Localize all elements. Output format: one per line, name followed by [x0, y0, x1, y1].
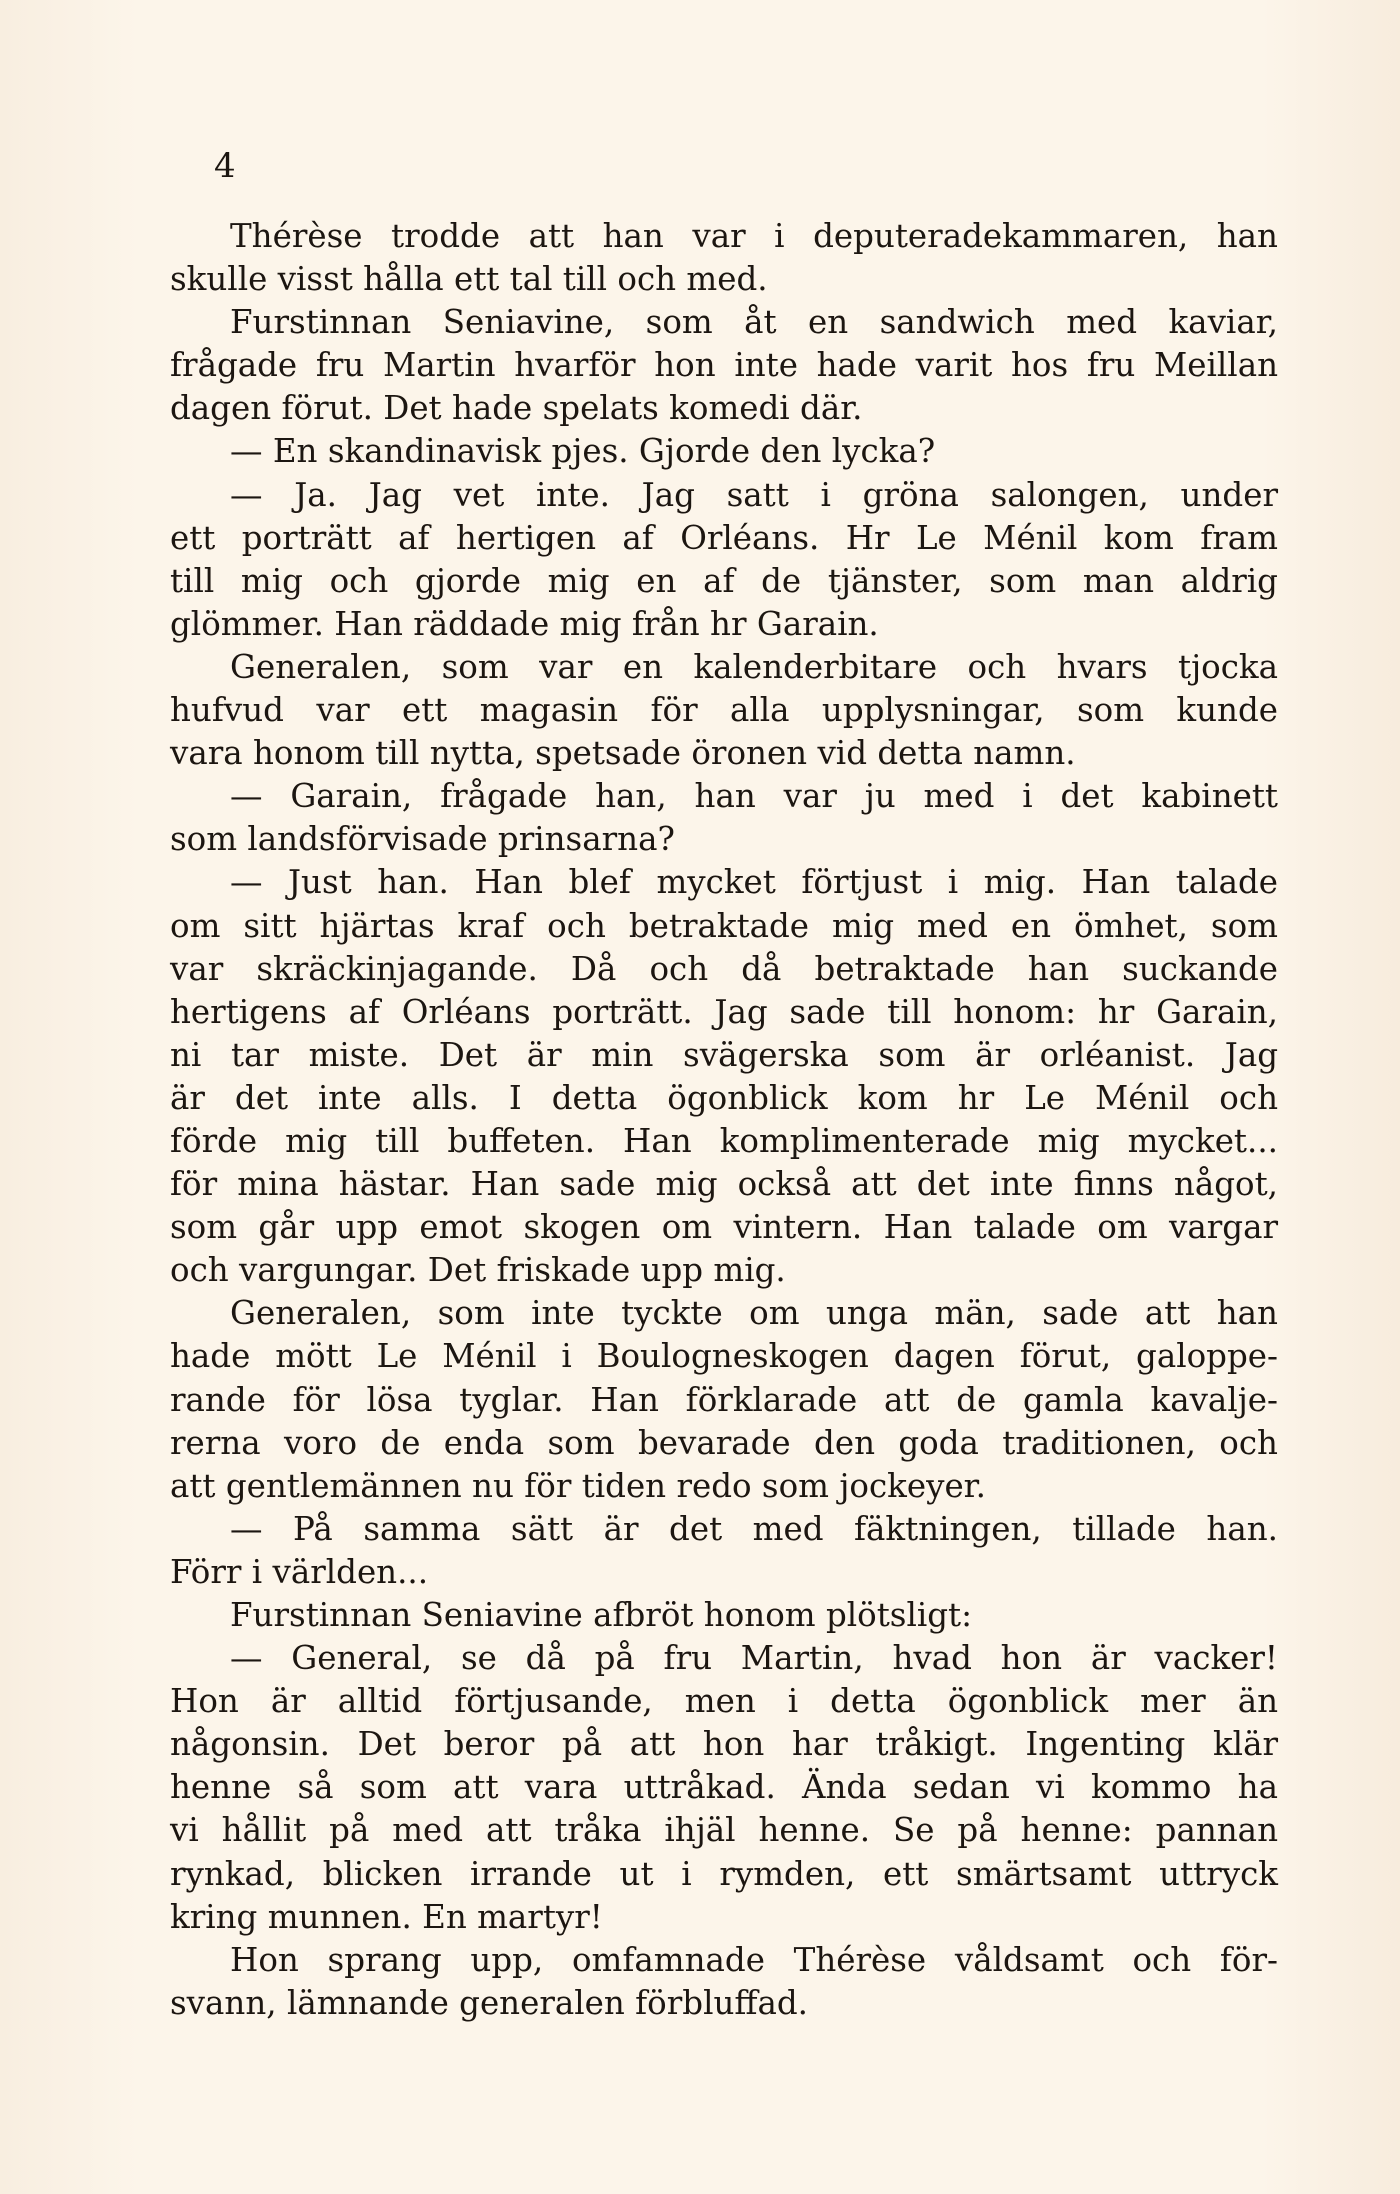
body-text	[170, 215, 1278, 2025]
text-line: vara honom till nytta, spetsade öronen vid detta namn.	[170, 734, 1076, 773]
text-line: Hon sprang upp, omfamnade Thérèse våldsamt och för-	[230, 1940, 1278, 1979]
text-line: är det inte alls. I detta ögonblick kom hr Le Ménil och	[170, 1078, 1278, 1117]
text-line: — På samma sätt är det med fäktningen, tillade han.	[230, 1509, 1278, 1548]
text-line: svann, lämnande generalen förbluffad.	[170, 1983, 809, 2022]
text-line: Thérèse trodde att han var i deputeradekammaren, han	[230, 217, 1278, 255]
text-line: som går upp emot skogen om vintern. Han talade om vargar	[170, 1208, 1278, 1247]
text-line: frågade fru Martin hvarför hon inte hade varit hos fru Meillan	[170, 346, 1278, 385]
text-line: — Ja. Jag vet inte. Jag satt i gröna salongen, under	[230, 475, 1278, 514]
text-line: till mig och gjorde mig en af de tjänster, som man aldrig	[170, 561, 1278, 600]
text-line: rerna voro de enda som bevarade den goda traditionen, och	[170, 1423, 1278, 1462]
text-line: för mina hästar. Han sade mig också att det inte finns något,	[170, 1165, 1278, 1204]
text-line: dagen förut. Det hade spelats komedi där.	[170, 389, 863, 428]
text-line: var skräckinjagande. Då och då betraktade han suckande	[170, 949, 1278, 988]
text-line: skulle visst hålla ett tal till och med.	[170, 260, 768, 299]
text-line: som landsförvisade prinsarna?	[170, 820, 675, 859]
text-line: och vargungar. Det friskade upp mig.	[170, 1251, 786, 1290]
text-line: Furstinnan Seniavine afbröt honom plötsligt:	[230, 1596, 973, 1634]
text-line: om sitt hjärtas kraf och betraktade mig med en ömhet, som	[170, 906, 1278, 945]
page-number: 4	[214, 146, 236, 186]
text-line: hufvud var ett magasin för alla upplysningar, som kunde	[170, 691, 1278, 730]
text-line: Generalen, som var en kalenderbitare och hvars tjocka	[230, 647, 1278, 686]
text-line: ni tar miste. Det är min svägerska som är orléanist. Jag	[170, 1035, 1278, 1074]
text-line: hertigens af Orléans porträtt. Jag sade till honom: hr Garain,	[170, 992, 1278, 1031]
text-line: Generalen, som inte tyckte om unga män, sade att han	[230, 1294, 1278, 1333]
text-line: Furstinnan Seniavine, som åt en sandwich med kaviar,	[230, 303, 1278, 342]
text-line: glömmer. Han räddade mig från hr Garain.	[170, 604, 879, 643]
text-line: vi hållit på med att tråka ihjäl henne. Se på henne: pannan	[170, 1811, 1278, 1850]
text-line: ett porträtt af hertigen af Orléans. Hr Le Ménil kom fram	[170, 518, 1278, 557]
text-line: rande för lösa tyglar. Han förklarade att de gamla kavalje-	[170, 1380, 1278, 1419]
text-line: att gentlemännen nu för tiden redo som jockeyer.	[170, 1466, 986, 1505]
text-line: rynkad, blicken irrande ut i rymden, ett smärtsamt uttryck	[170, 1854, 1278, 1893]
text-line: henne så som att vara uttråkad. Ända sedan vi kommo ha	[170, 1768, 1278, 1807]
text-line: — General, se då på fru Martin, hvad hon är vacker!	[230, 1639, 1278, 1678]
text-line: — Garain, frågade han, han var ju med i det kabinett	[230, 777, 1278, 816]
text-line: kring munnen. En martyr!	[170, 1897, 603, 1936]
text-line: Förr i världen...	[170, 1552, 429, 1591]
text-line: — Just han. Han blef mycket förtjust i mig. Han talade	[230, 863, 1278, 902]
text-line: någonsin. Det beror på att hon har tråkigt. Ingenting klär	[170, 1725, 1278, 1764]
text-line: hade mött Le Ménil i Boulogneskogen dagen förut, galoppe-	[170, 1337, 1278, 1376]
text-line: Hon är alltid förtjusande, men i detta ögonblick mer än	[170, 1682, 1278, 1721]
text-line: — En skandinavisk pjes. Gjorde den lycka?	[230, 432, 936, 471]
text-line: förde mig till buffeten. Han komplimenterade mig mycket...	[170, 1121, 1278, 1160]
